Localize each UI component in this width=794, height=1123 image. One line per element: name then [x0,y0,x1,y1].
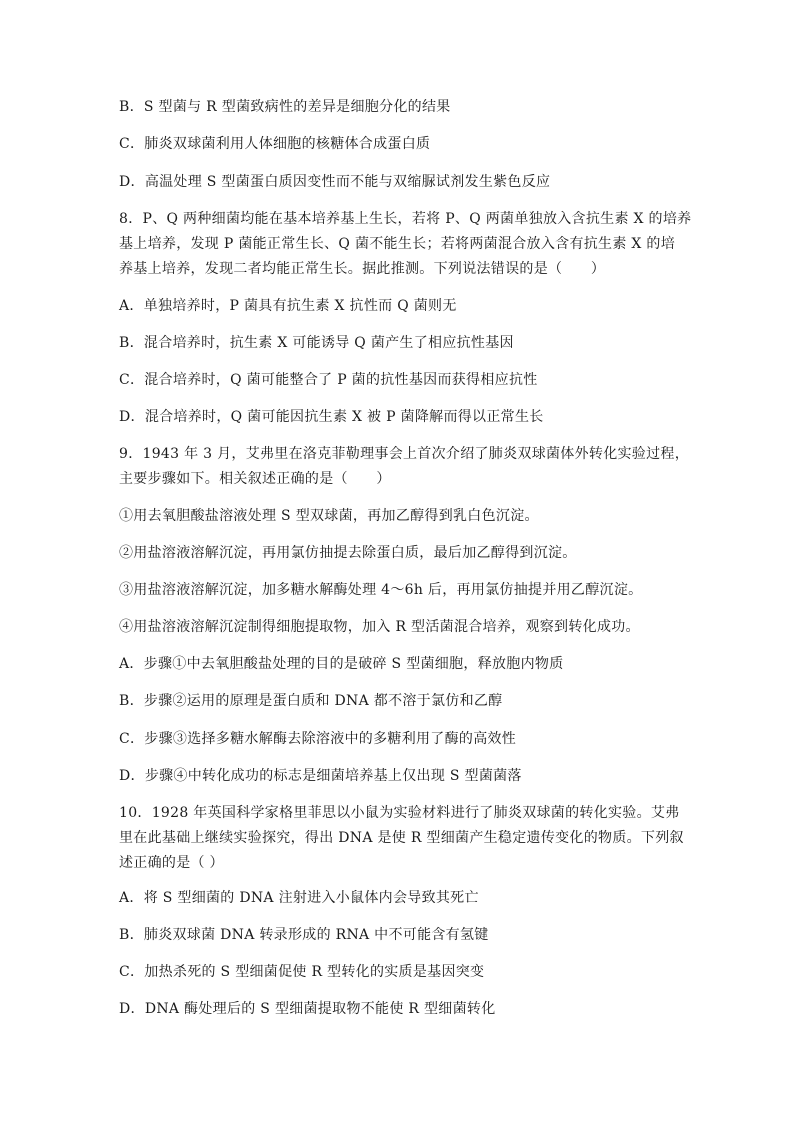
question-9-line-2: 主要步骤如下。相关叙述正确的是（ ） [119,471,391,487]
step-2: ②用盐溶液溶解沉淀，再用氯仿抽提去除蛋白质，最后加乙醇得到沉淀。 [119,545,577,561]
question-9-line-1: 9．1943 年 3 月，艾弗里在洛克菲勒理事会上首次介绍了肺炎双球菌体外转化实验过程， [119,446,689,462]
option-10c: C．加热杀死的 S 型细菌促使 R 型转化的实质是基因突变 [119,964,485,980]
option-8d: D．混合培养时，Q 菌可能因抗生素 X 被 P 菌降解而得以正常生长 [119,409,544,425]
step-1: ①用去氧胆酸盐溶液处理 S 型双球菌，再加乙醇得到乳白色沉淀。 [119,508,539,524]
question-8-line-3: 养基上培养，发现二者均能正常生长。据此推测。下列说法错误的是（ ） [119,261,606,277]
option-8a: A．单独培养时，P 菌具有抗生素 X 抗性而 Q 菌则无 [119,298,457,314]
option-7b: B．S 型菌与 R 型菌致病性的差异是细胞分化的结果 [119,99,451,115]
step-3: ③用盐溶液溶解沉淀，加多糖水解酶处理 4～6h 后，再用氯仿抽提并用乙醇沉淀。 [119,582,643,598]
question-10-line-3: 述正确的是（ ） [119,855,224,871]
option-7d: D．高温处理 S 型菌蛋白质因变性而不能与双缩脲试剂发生紫色反应 [119,174,551,190]
option-7c: C．肺炎双球菌利用人体细胞的核糖体合成蛋白质 [119,136,431,152]
option-9b: B．步骤②运用的原理是蛋白质和 DNA 都不溶于氯仿和乙醇 [119,693,503,709]
option-10d: D．DNA 酶处理后的 S 型细菌提取物不能使 R 型细菌转化 [119,1001,496,1017]
question-10-line-2: 里在此基础上继续实验探究，得出 DNA 是使 R 型细菌产生稳定遗传变化的物质。下列叙 [119,830,684,846]
option-8b: B．混合培养时，抗生素 X 可能诱导 Q 菌产生了相应抗性基因 [119,335,514,351]
option-9a: A．步骤①中去氧胆酸盐处理的目的是破碎 S 型菌细胞，释放胞内物质 [119,656,564,672]
question-10-line-1: 10．1928 年英国科学家格里菲思以小鼠为实验材料进行了肺炎双球菌的转化实验。艾弗 [119,805,680,821]
option-9c: C．步骤③选择多糖水解酶去除溶液中的多糖利用了酶的高效性 [119,731,517,747]
question-8-line-1: 8．P、Q 两种细菌均能在基本培养基上生长，若将 P、Q 两菌单独放入含抗生素 X 的培养 [119,211,692,227]
option-10b: B．肺炎双球菌 DNA 转录形成的 RNA 中不可能含有氢键 [119,927,489,943]
question-8-line-2: 基上培养，发现 P 菌能正常生长、Q 菌不能生长；若将两菌混合放入含有抗生素 X 的培 [119,236,676,252]
option-10a: A．将 S 型细菌的 DNA 注射进入小鼠体内会导致其死亡 [119,890,479,906]
option-9d: D．步骤④中转化成功的标志是细菌培养基上仅出现 S 型菌菌落 [119,768,522,784]
option-8c: C．混合培养时，Q 菌可能整合了 P 菌的抗性基因而获得相应抗性 [119,372,538,388]
step-4: ④用盐溶液溶解沉淀制得细胞提取物，加入 R 型活菌混合培养，观察到转化成功。 [119,619,640,635]
